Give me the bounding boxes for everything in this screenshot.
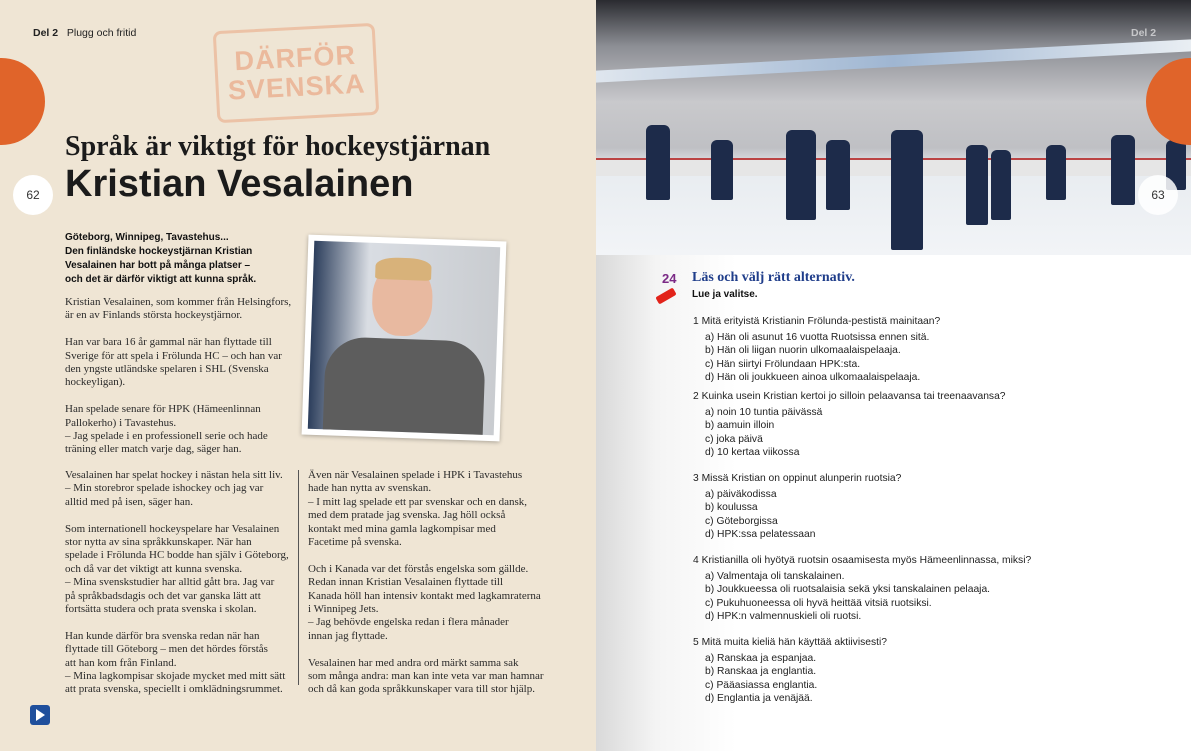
stamp-logo: DÄRFÖR SVENSKA xyxy=(213,23,380,123)
question-text: 3 Missä Kristian on oppinut alunperin ruotsia? xyxy=(693,473,902,485)
column-divider xyxy=(298,470,299,685)
option[interactable]: a) Valmentaja oli tanskalainen. xyxy=(705,571,845,583)
question-1 xyxy=(693,315,1173,384)
question-5 xyxy=(693,636,1173,705)
hockey-arena-photo xyxy=(596,0,1191,255)
option[interactable]: d) Englantia ja venäjää. xyxy=(705,692,813,704)
paragraph: Som internationell hockeyspelare har Vesalainen stor nytta av sina språkkunskaper. När han spelade i Frölunda HC bodde han själv i Göteborg, och då var det viktigt att kunna svenska. – Mina svenskstudier har alltid gått bra. Jag var på språkbadsdagis och det var ganska lätt att fortsätta studera och prata svenska i skolan. xyxy=(65,522,289,616)
option[interactable]: a) päiväkodissa xyxy=(705,489,777,501)
question-4 xyxy=(693,554,1173,623)
text-column-2 xyxy=(308,469,548,710)
option[interactable]: a) Hän oli asunut 16 vuotta Ruotsissa ennen sitä. xyxy=(705,332,930,344)
option[interactable]: a) Ranskaa ja espanjaa. xyxy=(705,653,817,665)
article-subtitle: Språk är viktigt för hockeystjärnan xyxy=(65,131,491,162)
pencil-icon xyxy=(655,288,676,305)
section-label: Del 2 xyxy=(1131,27,1157,39)
lead-paragraph: Göteborg, Winnipeg, Tavastehus... Den finländske hockeystjärnan Kristian Vesalainen har bott på många platser – och det är därför viktigt att kunna språk. xyxy=(65,232,257,285)
option[interactable]: c) Pääasiassa englantia. xyxy=(705,679,818,691)
option[interactable]: d) HPK:n valmennuskieli oli ruotsi. xyxy=(705,610,862,622)
option[interactable]: d) HPK:ssa pelatessaan xyxy=(705,528,816,540)
question-text: 4 Kristianilla oli hyötyä ruotsin osaamisesta myös Hämeenlinnassa, miksi? xyxy=(693,555,1032,567)
question-3 xyxy=(693,472,1173,541)
question-2 xyxy=(693,390,1173,459)
paragraph: Han var bara 16 år gammal när han flyttade till Sverige för att spela i Frölunda HC – och han var den yngste utländske spelaren i SHL (Svenska hockeyligan). xyxy=(65,336,282,389)
question-list xyxy=(693,315,1173,705)
sweater xyxy=(322,336,486,435)
option[interactable]: c) Göteborgissa xyxy=(705,515,778,527)
question-text: 2 Kuinka usein Kristian kertoi jo silloin pelaavansa tai treenaavansa? xyxy=(693,391,1006,403)
paragraph: Och i Kanada var det förstås engelska som gällde. Redan innan Kristian Vesalainen flyttade till Kanada höll han intensiv kontakt med lagkamraterna i Winnipeg Jets. – Jag behövde engelska redan i flera månader innan jag flyttade. xyxy=(308,562,541,642)
section-label: Del 2 Plugg och fritid xyxy=(33,27,137,39)
paragraph: Han kunde därför bra svenska redan när han flyttade till Göteborg – men det hördes förstås att han kom från Finland. – Mina lagkompisar skojade mycket med mitt sätt att prata svenska, speciellt i omklädningsrummet. xyxy=(65,629,286,696)
exercise-title: Läs och välj rätt alternativ. xyxy=(692,270,855,285)
option[interactable]: c) Hän siirtyi Frölundaan HPK:sta. xyxy=(705,358,861,370)
paragraph: Vesalainen har spelat hockey i nästan hela sitt liv. – Min storebror spelade ishockey och jag var alltid med på isen, säger han. xyxy=(65,469,283,508)
page-number: 63 xyxy=(1138,175,1178,215)
paragraph: Vesalainen har med andra ord märkt samma sak som många andra: man kan inte veta var man hamnar och då kan goda språkkunskaper vara till stor hjälp. xyxy=(308,656,544,696)
right-page xyxy=(596,0,1191,751)
option[interactable]: b) Ranskaa ja englantia. xyxy=(705,666,817,678)
publisher-logo-icon xyxy=(30,705,50,725)
option[interactable]: d) Hän oli joukkueen ainoa ulkomaalaispelaaja. xyxy=(705,371,921,383)
exercise-number: 24 xyxy=(662,271,677,286)
article-title: Kristian Vesalainen xyxy=(65,163,414,205)
option[interactable]: b) aamuin illoin xyxy=(705,420,775,432)
option[interactable]: d) 10 kertaa viikossa xyxy=(705,446,800,458)
option[interactable]: a) noin 10 tuntia päivässä xyxy=(705,407,823,419)
option[interactable]: c) joka päivä xyxy=(705,433,763,445)
page-number: 62 xyxy=(13,175,53,215)
option[interactable]: b) Hän oli liigan nuorin ulkomaalaispelaaja. xyxy=(705,345,901,357)
exercise-subtitle: Lue ja valitse. xyxy=(692,289,758,300)
option[interactable]: c) Pukuhuoneessa oli hyvä heittää vitsiä ruotsiksi. xyxy=(705,597,932,609)
paragraph: Även när Vesalainen spelade i HPK i Tavastehus hade han nytta av svenskan. – I mitt lag spelade ett par svenskar och en dansk, med dem pratade jag svenska. Jag höll också kontakt med mina gamla lagkompisar med Facetime på svenska. xyxy=(308,469,528,549)
paragraph: Han spelade senare för HPK (Hämeenlinnan Pallokerho) i Tavastehus. – Jag spelade i en professionell serie och hade träning eller match varje dag, säger han. xyxy=(65,403,268,456)
option[interactable]: b) Joukkueessa oli ruotsalaisia sekä yksi tanskalainen pelaaja. xyxy=(705,584,991,596)
question-text: 1 Mitä erityistä Kristianin Frölunda-pestistä mainitaan? xyxy=(693,316,941,327)
option[interactable]: b) koulussa xyxy=(705,502,758,514)
intro-paragraphs xyxy=(65,296,305,470)
arena-banner xyxy=(596,39,1191,82)
text-column-1 xyxy=(65,469,297,710)
paragraph: Kristian Vesalainen, som kommer från Helsingfors, är en av Finlands största hockeystjärnor. xyxy=(65,296,292,322)
player-photo xyxy=(302,235,507,442)
orange-circle-decoration xyxy=(0,58,45,145)
question-text: 5 Mitä muita kieliä hän käyttää aktiivisesti? xyxy=(693,637,888,649)
